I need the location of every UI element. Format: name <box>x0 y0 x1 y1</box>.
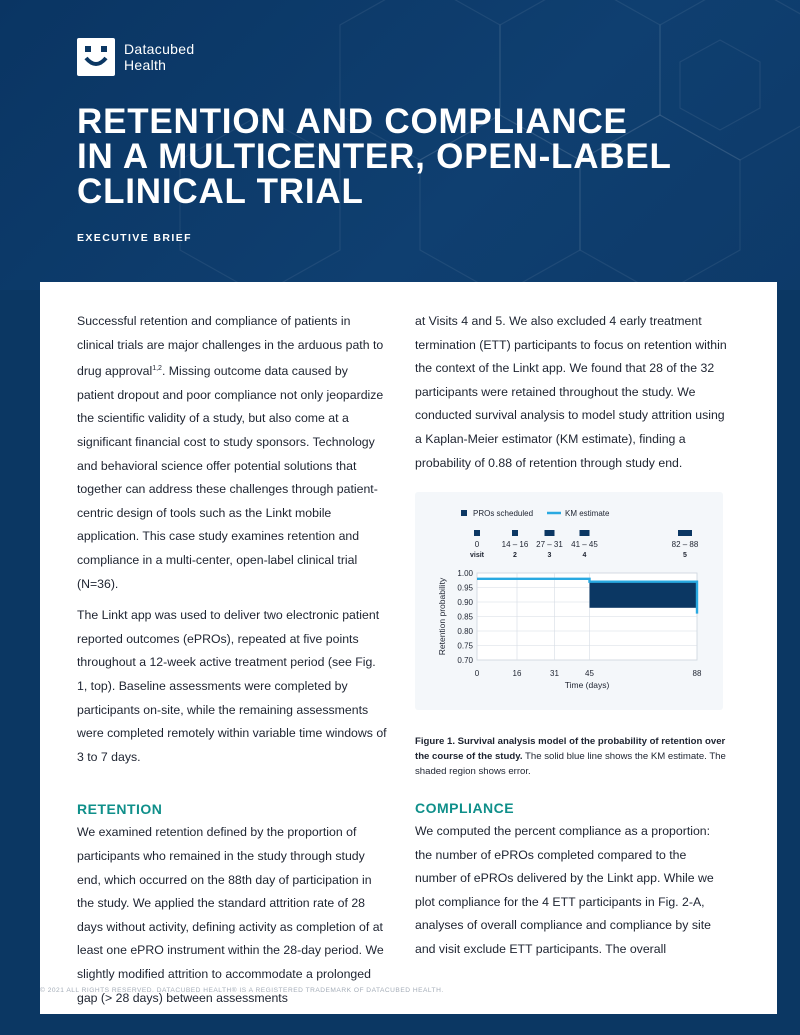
visit-range-label: 27 – 31 <box>536 540 563 549</box>
x-tick-label: 16 <box>512 669 522 678</box>
pros-window-bar <box>545 530 555 536</box>
visit-range-label: 0 <box>474 540 480 549</box>
pros-window-bar <box>580 530 590 536</box>
brand-name-line1: Datacubed <box>124 41 195 57</box>
copyright-footer: © 2021 ALL RIGHTS RESERVED. DATACUBED HEALTH® IS A REGISTERED TRADEMARK OF DATACUBED HEALTH. <box>40 987 444 994</box>
error-band <box>590 582 698 608</box>
legend-pros-label: PROs scheduled <box>473 509 534 518</box>
retention-heading: RETENTION <box>77 801 163 818</box>
retention-paragraph: We examined retention defined by the proportion of participants who remained in the study through study end, which occurred on the 88th day of participation in the study. We applied the standard attrition rate of 28 days without activity, defining activity as completion of at least one ePRO instrument within the 28-day period. We slightly modified attrition to accommodate a prolonged gap (> 28 days) between assessments <box>77 825 384 1005</box>
legend-pros-swatch <box>461 510 467 516</box>
visit-number-label: 5 <box>683 552 687 559</box>
y-tick-label: 0.95 <box>457 583 473 593</box>
x-axis-label: Time (days) <box>564 680 610 690</box>
pros-window-bar <box>678 530 692 536</box>
brand-name-line2: Health <box>124 57 167 73</box>
figure-1-caption: Figure 1. Survival analysis model of the probability of retention over the course of the study. The solid blue line shows the KM estimate. The shaded region shows error. <box>415 736 726 777</box>
executive-brief-label: EXECUTIVE BRIEF <box>77 232 192 244</box>
x-tick-label: 88 <box>692 669 702 678</box>
content-page <box>40 282 777 1014</box>
linkt-app-paragraph: The Linkt app was used to deliver two electronic patient reported outcomes (ePROs), repeated at five points throughout a 12-week active treatment period (see Fig. 1, top). Baseline assessments were completed by participants on-site, while the remaining assessments were completed remotely within variable time windows of 3 to 7 days. <box>77 608 387 764</box>
legend-km-label: KM estimate <box>565 509 610 518</box>
title-line-2: IN A MULTICENTER, OPEN-LABEL <box>77 137 672 176</box>
x-tick-label: 0 <box>474 669 480 678</box>
y-tick-label: 0.90 <box>457 598 473 607</box>
visit-range-label: 82 – 88 <box>671 540 699 549</box>
retention-results-paragraph: at Visits 4 and 5. We also excluded 4 early treatment termination (ETT) participants to focus on retention within the context of the Linkt app. We found that 28 of the 32 participants were retained throughout the study. We conducted survival analysis to model study attrition using a Kaplan-Meier estimator (KM estimate), finding a probability of 0.88 of retention through study end. <box>415 314 727 470</box>
pros-window-bar <box>512 530 518 536</box>
left-column <box>77 310 387 1010</box>
compliance-heading: COMPLIANCE <box>415 800 515 816</box>
visit-range-label: 41 – 45 <box>571 540 598 549</box>
y-tick-label: 0.80 <box>457 627 473 636</box>
figure-1-chart <box>415 492 723 710</box>
datacubed-logo-icon <box>77 38 115 76</box>
y-tick-label: 1.00 <box>457 569 473 578</box>
y-tick-label: 0.75 <box>457 641 473 651</box>
hero-banner <box>0 0 800 290</box>
y-tick-label: 0.70 <box>457 656 473 665</box>
visit-range-label: 14 – 16 <box>501 540 529 549</box>
title-line-3: CLINICAL TRIAL <box>77 172 364 211</box>
compliance-section <box>415 796 730 962</box>
compliance-paragraph: We computed the percent compliance as a proportion: the number of ePROs completed compared to the number of ePROs delivered by the Linkt app. While we plot compliance for the 4 ETT participants in Fig. 2-A, analyses of overall compliance and compliance by site and visit exclude ETT participants. The overall <box>415 824 714 956</box>
right-column <box>415 310 730 475</box>
pros-window-bar <box>474 530 480 536</box>
x-tick-label: 31 <box>550 669 559 678</box>
intro-paragraph: Successful retention and compliance of patients in clinical trials are major challenges in the arduous path to drug approval$^{1,2}$. Missing outcome data caused by patient dropout and poor compliance not only jeopardize the scientific validity of a study, but also come at a significant financial cost to study sponsors. Technology and behavioral science offer potential solutions that together can address these challenges through patient-centric design of tools such as the Linkt mobile application. This case study examines retention and compliance in a multi-center, open-label clinical trial (N=36). <box>77 314 384 591</box>
survival-chart-svg <box>415 492 723 710</box>
y-axis-label: Retention probability <box>437 577 447 656</box>
title-line-1: RETENTION AND COMPLIANCE <box>77 102 628 141</box>
x-tick-label: 45 <box>585 669 594 678</box>
brand-logo <box>77 38 194 76</box>
y-tick-label: 0.85 <box>457 612 473 622</box>
visit-number-label: 2 <box>513 552 517 559</box>
visit-number-label: 3 <box>547 552 552 559</box>
visit-number-label: 4 <box>582 552 587 559</box>
page-title <box>77 104 672 209</box>
visit-axis-label: visit <box>469 552 485 559</box>
